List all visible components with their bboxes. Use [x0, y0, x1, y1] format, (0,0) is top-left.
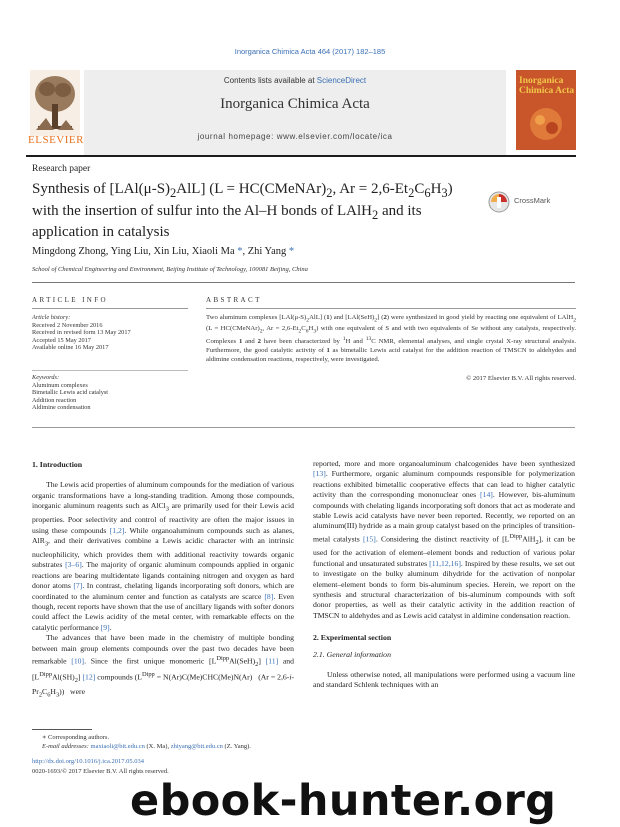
abstract-heading: ABSTRACT [206, 296, 262, 304]
footnote-rule [32, 729, 92, 730]
abstract-bottom-rule [32, 427, 575, 428]
article-type: Research paper [32, 164, 91, 174]
crossmark-badge[interactable] [488, 191, 558, 213]
keyword-item: Aldimine condensation [32, 404, 91, 412]
cover-artwork [522, 102, 570, 146]
elsevier-wordmark: ELSEVIER [28, 134, 84, 146]
article-title-text: Synthesis of $[LAl(\mu-S)_2AlL] (L$ = $HC(CMeNAr)_2$, $Ar = 2,6-Et_2C_6H_3$) with the insertion of sulfur into the Al–H bonds of LAlH$_2$ and its application in catalysis [32, 181, 453, 240]
crossmark-label: CrossMark [514, 196, 551, 205]
article-history [32, 314, 192, 352]
keyword-item: Aluminum complexes [32, 381, 88, 389]
affiliation: School of Chemical Engineering and Environment, Beijing Institute of Technology, 100081 Beijing, China [32, 266, 308, 273]
body-column-right: reported, more and more organoaluminum chalcogenides have been synthesized [13]. Furthermore, organic aluminum compounds responsible for polymerization reactions exhibited bimetallic cooperative effects that can lead to higher catalytic activity than the corresponding mononuclear ones [14]. However, bis-aluminum compounds with chelating ligands incorporating soft donors that act as moderate and stable Lewis acid catalysts have never been reported. Recently, we reported on an aluminum(III) hydride as a main group catalyst based on the principles of transition-metal catalysts [15]. Considering the distinct reactivity of $[L^{Dipp}AlH_2]$, it can be used for the activation of element–element bonds and reduction of various polar functional and unsaturated substrates [11,12,16]. Inspired by these results, we set out to investigate on the bulky aluminum dihydride for the activation of nonpolar element–element bonds to form bis-aluminum species. Herein, we report on the synthesis and structural characterization of bis-aluminum compounds with soft donor properties, as well as their catalytic activity in the addition reaction of TMSCN to aldehydes and as Lewis acid catalyst in aldimine condensation reaction. 2. Experimental section 2.1. General information Unless otherwise noted, all manipulations were performed using a vacuum line and standard Schlenk techniques with an [313, 459, 576, 690]
history-item: Received 2 November 2016 [32, 321, 103, 329]
contents-line [84, 76, 506, 85]
abstract-text: Two aluminum complexes $[LAl(\mu-S)_2AlL]$ (1) and $[LAl(SeH)_2]$ (2) were synthesized in good yield by reacting one equivalent of LAlH$_2$ ($L = HC(CMeNAr)_2$, $Ar = 2,6-Et_2C_6H_3$) with one equivalent of S and with two equivalents of Se without any catalysts, respectively. Complexes 1 and 2 have been characterized by $^1$H and $^{13}$C NMR, elemental analyses, and single crystal X-ray structural analysis. Furthermore, the good catalytic activity of 1 as bimetallic Lewis acid catalyst for the addition reaction of TMSCN to aldehydes and aldimine condensation reactions, respectively, were investigated. [206, 314, 577, 363]
article-info-rule [32, 308, 188, 309]
keywords-label: Keywords: [32, 374, 60, 381]
cover-title-line2: Chimica Acta [519, 86, 575, 96]
crossmark-icon [488, 191, 510, 213]
sciencedirect-link[interactable]: ScienceDirect [316, 76, 367, 85]
doi-link[interactable]: http://dx.doi.org/10.1016/j.ica.2017.05.034 [32, 758, 145, 765]
journal-cover-image[interactable] [516, 70, 576, 150]
journal-homepage[interactable]: journal homepage: www.elsevier.com/locate/ica [197, 132, 393, 141]
history-item: Received in revised form 13 May 2017 [32, 329, 131, 337]
history-label: Article history: [32, 314, 71, 321]
keyword-item: Addition reaction [32, 396, 77, 404]
author-list [32, 246, 294, 257]
email-note: E-mail addresses: maxiaoli@bit.edu.cn (X. Ma), zhiyang@bit.edu.cn (Z. Yang). [42, 743, 251, 750]
history-item: Accepted 15 May 2017 [32, 336, 91, 344]
body-column-left: 1. Introduction The Lewis acid properties of aluminum compounds for the mediation of various organic transformations have a long-standing tradition. Among those compounds, inorganic aluminum reagents such as AlCl$_3$ are primarily used for their Lewis acid properties. Poor selectivity and control of reactivity are often the major issues in using these compounds [1,2]. While organoaluminum compounds such as alanes, AlR$_3$, and their derivatives combine a Lewis acidic character with an intrinsic nucleophilicity, which provides them with additional reactivity towards organic substrates [3–6]. The majority of organic aluminum compounds applied in organic reactions are bearing multidentate ligands containing nitrogen and oxygen as hard donor atoms [7]. In contrast, chelating ligands incorporating soft donors, which are coordinated to the aluminum center and function as catalysts are scarce [8]. Even though, recent reports have shown that the use of ancillary ligands with softer donors could affect the Lewis acidity of the metal center, with remarkable effects on the catalytic performance [9]. The advances that have been made in the chemistry of multiple bonding between main group elements compounds over the past two decades have been remarkable [10]. Since the first unique monomeric $[L^{Dipp}Al(SeH)_2]$ [11] and $[L^{Dipp}Al(SH)_2]$ [12] compounds $(L^{Dipp} = N(Ar)C(Me)CHC(Me)N(Ar) (Ar = 2,6-i-Pr_2C_6H_3))$ were [32, 460, 295, 699]
keywords-block [32, 374, 192, 412]
history-rule [32, 370, 188, 371]
article-title [32, 181, 482, 242]
journal-reference[interactable]: Inorganica Chimica Acta 464 (2017) 182–185 [234, 47, 386, 56]
keyword-item: Bimetallic Lewis acid catalyst [32, 389, 109, 397]
author-names: Mingdong Zhong, Ying Liu, Xin Liu, Xiaoli Ma *, Zhi Yang * [32, 246, 295, 257]
abstract-rule [206, 308, 576, 309]
authors-rule [32, 282, 575, 283]
journal-title: Inorganica Chimica Acta [220, 96, 370, 112]
issn-line: 0020-1693/© 2017 Elsevier B.V. All rights reserved. [32, 768, 169, 775]
contents-prefix: Contents lists available at [223, 76, 317, 85]
article-info-heading: ARTICLE INFO [32, 296, 109, 304]
watermark-text: ebook-hunter.org [130, 776, 557, 826]
header-rule [26, 155, 576, 157]
corresponding-note: ∗ Corresponding authors. [42, 734, 110, 741]
footnotes [32, 733, 302, 751]
cover-title-line1: Inorganica [519, 76, 564, 86]
elsevier-tree-logo [30, 70, 80, 136]
abstract-copyright: © 2017 Elsevier B.V. All rights reserved. [466, 375, 576, 382]
history-item: Available online 16 May 2017 [32, 344, 109, 352]
